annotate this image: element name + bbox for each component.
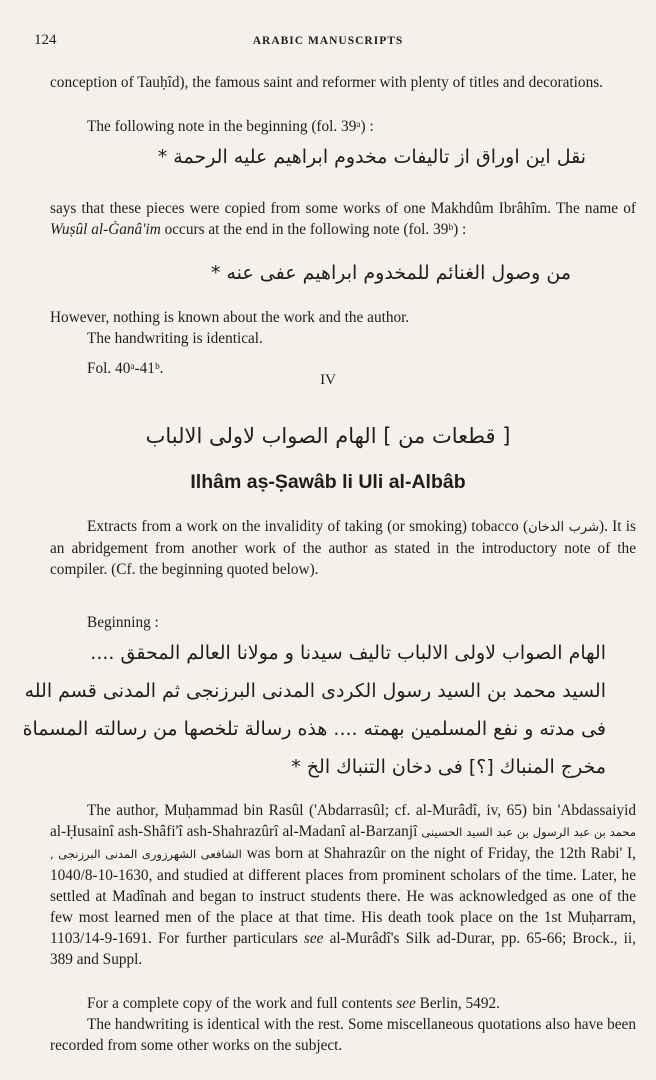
paragraph-9-text: The author, Muḥammad bin Rasûl ('Abdarrasûl; cf. al-Murâdî, iv, 65) bin 'Abdassaiyid al-Ḥusainî ash-Shâfi'î ash-Shahrazûrî al-Madanî al-Barzanjî	[50, 802, 636, 840]
beginning-label: Beginning :	[87, 614, 159, 631]
quote-line-3: فى مدته و نفع المسلمين بهمته .... هذه رسالة تلخصها من رسالته المسماة	[22, 718, 606, 740]
paragraph-3-text-end: occurs at the end in the following note (fol. 39ᵇ) :	[164, 221, 467, 238]
quote-line-1: الهام الصواب لاولى الالباب تاليف سيدنا و مولانا العالم المحقق ....	[90, 642, 606, 664]
paragraph-7	[50, 516, 636, 580]
transliterated-title: Ilhâm aṣ-Ṣawâb li Uli al-Albâb	[190, 471, 466, 493]
page-number: 124	[34, 32, 57, 48]
paragraph-3	[50, 198, 636, 240]
paragraph-1: conception of Tauḥîd), the famous saint and reformer with plenty of titles and decorations.	[50, 74, 604, 91]
quote-line-2: السيد محمد بن السيد رسول الكردى المدنى البرزنجى ثم المدنى قسم الله	[24, 680, 606, 702]
arabic-author-name: محمد بن عبد الرسول بن عبد السيد الحسينى الشافعى الشهرزورى المدنى البرزنجى ,	[50, 825, 636, 861]
paragraph-10	[50, 993, 636, 1014]
work-title-italic: Wuṣûl al-Ġanâ'im	[50, 221, 161, 238]
paragraph-9-text-end: al-Murâdî's Silk ad-Durar, pp. 65-66; Brock., ii, 389 and Suppl.	[50, 930, 636, 968]
paragraph-5: The handwriting is identical.	[87, 330, 263, 347]
see-italic-2: see	[396, 995, 416, 1012]
paragraph-7-text-end: ). It is an abridgement from another work of the author as stated in the introductory note of the compiler. (Cf. the beginning quoted below).	[50, 518, 636, 578]
paragraph-7-text: Extracts from a work on the invalidity of taking (or smoking) tobacco (	[87, 518, 529, 535]
paragraph-9	[50, 800, 636, 970]
arabic-note-1: نقل این اوراق از تالیفات مخدوم ابراهیم علیه الرحمة *	[157, 146, 586, 168]
paragraph-10-text: For a complete copy of the work and full contents	[87, 995, 393, 1012]
paragraph-11: The handwriting is identical with the rest. Some miscellaneous quotations also have been recorded from some other works on the subject.	[50, 1016, 636, 1054]
paragraph-2: The following note in the beginning (fol. 39ᵃ) :	[87, 118, 374, 135]
arabic-title: [ قطعات من ] الهام الصواب لاولى الالباب	[145, 424, 511, 448]
paragraph-10-text-end: Berlin, 5492.	[419, 995, 500, 1012]
running-header: ARABIC MANUSCRIPTS	[252, 35, 404, 47]
paragraph-3-text: says that these pieces were copied from some works of one Makhdûm Ibrâhîm. The name of	[50, 200, 636, 217]
paragraph-4: However, nothing is known about the work and the author.	[50, 309, 410, 326]
section-numeral: IV	[320, 372, 336, 388]
arabic-inline-term: شرب الدخان	[528, 520, 599, 535]
quote-line-4: مخرج المنباك [؟] فى دخان التنباك الخ *	[291, 756, 606, 778]
see-italic: see	[303, 930, 324, 947]
paragraph-9-text-mid: was born at Shahrazûr on the night of Friday, the 12th Rabi' I, 1040/8-10-1630, and studied at different places from prominent scholars of the time. Later, he settled at Madînah and began to instruct students there. He was acknowledged as one of the few most learned men of the place at that time. His death took place on the 1st Muḥarram, 1103/14-9-1691. For further particulars	[50, 845, 636, 947]
folio-reference: Fol. 40ᵃ-41ᵇ.	[87, 360, 164, 377]
arabic-note-2: من وصول الغنائم للمخدوم ابراهیم عفی عنه *	[210, 262, 571, 284]
